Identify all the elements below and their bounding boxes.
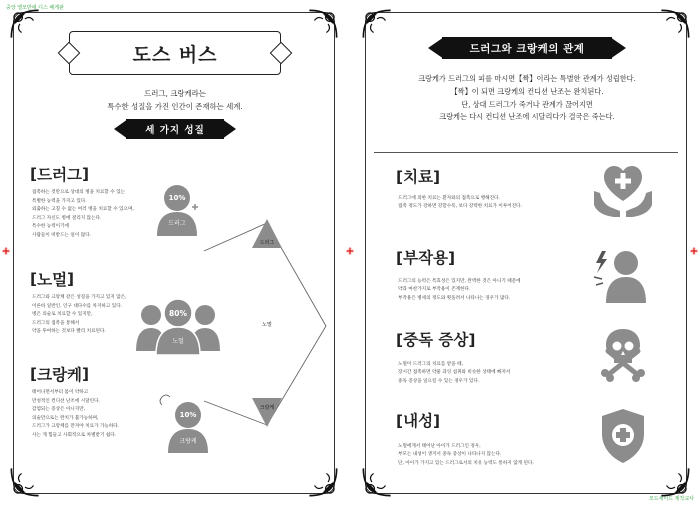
flower-pin-icon [690,240,698,248]
triangle-label-bottom: 크랑케 [259,405,275,411]
corner-ornament-icon [8,7,42,41]
page-title: 드러그와 크랑케의 관계 [469,42,585,55]
section-desc-tolerance: 노멀에게서 태어난 아이가 드러그인 경우, 부모는 내성이 생겨서 중독 증상이 나타나지 않는다. 단, 아이가 가지고 있는 드러그로서의 치유 능력도 통하지 않게 된다. [398,444,534,466]
section-desc-drug: 접촉하는 것만으로 상대의 병을 치료할 수 있는 특별한 능력을 가지고 있다. 외출하는 고칠 수 없는 여러 병을 치료할 수 있으며, 드러그 자신도 병에 걸리지 않는다. 특수한 능력이기에 사람들이 떠받드는 일이 많다. [32,190,134,238]
section-heading-tolerance: [내성] [396,412,441,430]
intro-text: 크랑케가 드러그의 피를 마시면【짝】이라는 특별한 관계가 성립한다. 【짝】이 되면 크랑케의 컨디션 난조는 완치된다. 단, 상대 드러그가 죽거나 관계가 끊어지면 크랑케는 다시 컨디션 난조에 시달리다가 결국은 죽는다. [418,74,636,122]
diagram-label-middle: 노멀 [262,322,272,328]
section-heading-addiction: [중독 증상] [396,331,476,349]
drug-figure-icon [157,185,200,236]
krank-label: 크랑케 [179,438,197,445]
right-page [365,12,687,494]
corner-ornament-icon [658,7,692,41]
shield-cross-icon [588,406,658,466]
corner-ornament-icon [306,7,340,41]
page-title-banner [428,35,626,61]
corner-ornament-icon [360,7,394,41]
population-diagram [14,163,336,463]
left-page [13,12,335,494]
footer-caption: 모드세이드 제작교사 [648,496,694,502]
triangle-bottom [252,398,282,427]
corner-ornament-icon [658,465,692,499]
divider [374,152,678,153]
corner-ornament-icon [360,465,394,499]
section-desc-side-effect: 드러그의 능력은 특효성은 있지만, 완벽한 것은 아니기 때문에 약과 마찬가지로 부작용이 존재한다. 부작용은 병세의 정도와 횟돌려서 나타나는 경우가 많다. [398,279,521,301]
corner-ornament-icon [8,465,42,499]
section-heading-drug: [ 드러그 ] [30,165,90,184]
krank-percent: 10% [179,411,197,419]
section-heading-krank: [ 크랑케 ] [30,365,90,384]
section-desc-normal: 드러그와 크랑케 같은 성질을 가지고 있지 않은, 이른바 일반인. 인구 대다수를 차지하고 있다. 병은 의술로 치료할 수 있지만, 드러그의 접촉을 통해서 약을 투여하는 것보다 빨리 치료된다. [32,295,127,335]
subheading-banner: 세 가지 성질 [114,117,236,141]
section-desc-treatment: 드러그에 의한 치료는 환자와의 접촉으로 행해진다. 접촉 정도가 강하면 강할수록, 보다 강력한 치료가 이루어진다. [398,196,523,210]
flower-pin-icon [2,240,10,248]
section-desc-addiction: 노멀이 드러그의 치료를 받을 때, 장시간 접촉하면 약물 과잉 섭취와 비슷한 상태에 빠져서 중독 증상을 일으킬 수 있는 경우가 있다. [398,362,511,384]
normal-group-icon [136,299,220,355]
skull-crossbones-icon [588,325,658,385]
drug-label: 드러그 [168,220,186,227]
person-lightning-icon [588,245,658,305]
drug-percent: 10% [168,194,186,202]
corner-ornament-icon [306,465,340,499]
section-desc-krank: 태어나면서부터 몸이 약하고 만성적인 컨디션 난조에 시달린다. 감염되는 증상은 아니지만, 의술만으로는 완치가 불가능하며, 드러그가 크랑케를 만져야 치료가 가능하다. 사는 게 힘들고 사회적으로 차별받기 쉽다. [32,390,120,438]
normal-percent: 80% [169,309,187,318]
flower-pin-icon [346,240,354,248]
intro-text: 드러그, 크랑케라는 특수한 성질을 가진 인간이 존재하는 세계. [107,89,243,111]
normal-label: 노멀 [172,338,184,345]
page-title: 도스 버스 [69,31,281,75]
section-heading-side-effect: [부작용] [396,249,456,267]
krank-figure-icon [160,395,208,453]
header-caption: 중앙 엘모반에 디스 배게판 [6,5,64,11]
section-heading-treatment: [치료] [396,168,441,186]
section-heading-normal: [ 노멀 ] [30,270,75,289]
heart-hands-icon [588,161,658,221]
triangle-label-top: 드러그 [259,240,275,246]
